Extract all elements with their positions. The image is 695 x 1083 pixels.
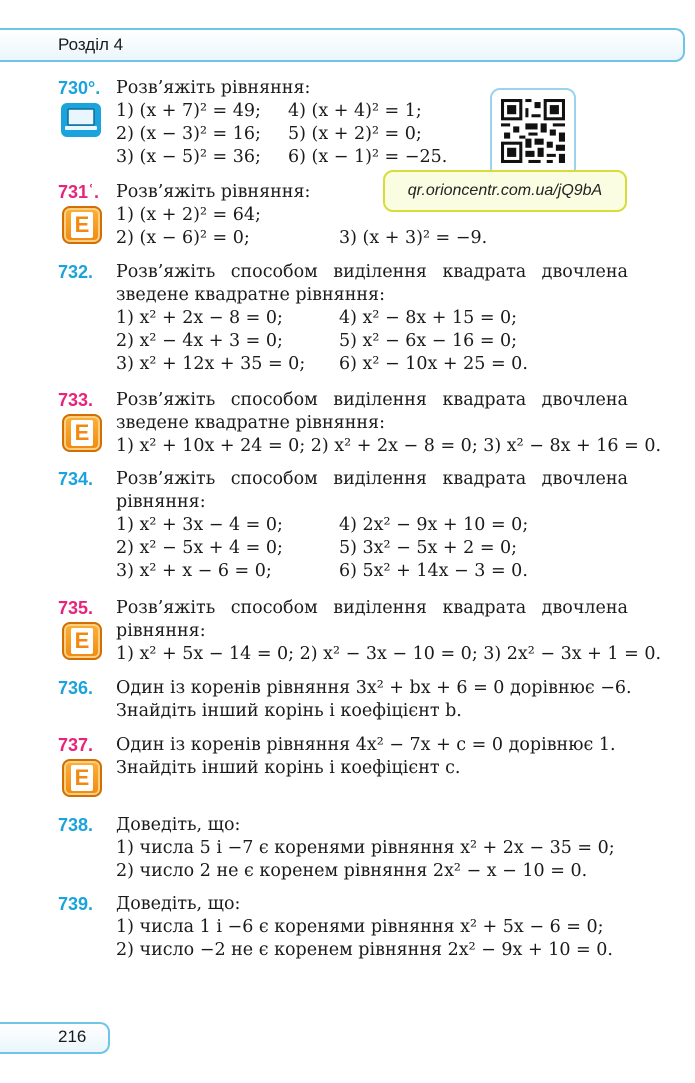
qr-link[interactable]: qr.orioncentr.com.ua/jQ9bA [383, 170, 627, 212]
problem-number-734: 734. [58, 469, 94, 489]
problem-732-row-3 [116, 352, 528, 376]
problem-733-line-2: зведене квадратне рівняння: [116, 413, 385, 433]
equation: 3) (x + 3)² = −9. [339, 228, 488, 248]
problem-733-line-1 [116, 388, 628, 412]
problem-737-line-1: Один із коренів рівняння 4x² − 7x + c = 0 дорівнює 1. [116, 735, 616, 755]
equation: 1) (x + 7)² = 49; [116, 101, 261, 121]
problem-737-line-2: Знайдіть інший корінь і коефіцієнт c. [116, 758, 461, 778]
problem-731-row-2 [116, 226, 487, 250]
equation: 2) (x − 6)² = 0; [116, 228, 250, 248]
equation: 3) x² + 12x + 35 = 0; [116, 354, 306, 374]
word: квадрата [442, 390, 527, 410]
qr-code[interactable] [490, 88, 576, 178]
problem-734-line-1 [116, 467, 628, 491]
word: способом [230, 390, 318, 410]
equation: 5) (x + 2)² = 0; [288, 124, 422, 144]
problem-731-item-1: 1) (x + 2)² = 64; [116, 205, 261, 225]
e-icon: E [62, 759, 102, 797]
equation: 1) x² + 3x − 4 = 0; [116, 515, 283, 535]
computer-icon [60, 102, 102, 138]
chapter-title: Розділ 4 [58, 35, 124, 54]
word: квадрата [442, 598, 527, 618]
word: способом [230, 469, 318, 489]
problem-738-line-1: Доведіть, що: [116, 815, 241, 835]
word: квадрата [442, 262, 527, 282]
word: виділення [333, 390, 427, 410]
problem-732-row-2 [116, 329, 517, 353]
problem-732-row-1 [116, 306, 517, 330]
problem-730-row-1 [116, 99, 422, 123]
word: виділення [333, 469, 427, 489]
problem-738-line-3: 2) число 2 не є коренем рівняння 2x² − x − 10 = 0. [116, 861, 588, 881]
problem-736-line-2: Знайдіть інший корінь і коефіцієнт b. [116, 701, 462, 721]
problem-number-736: 736. [58, 678, 94, 698]
problem-734-line-2: рівняння: [116, 492, 206, 512]
word: способом [230, 262, 318, 282]
problem-730-row-2 [116, 122, 422, 146]
problem-732-line-2: зведене квадратне рівняння: [116, 285, 385, 305]
word: Розв’яжіть [116, 262, 216, 282]
word: квадрата [442, 469, 527, 489]
problem-732-line-1 [116, 260, 628, 284]
equation: 4) 2x² − 9x + 10 = 0; [339, 515, 529, 535]
equation: 1) x² + 2x − 8 = 0; [116, 308, 283, 328]
equation: 2) x² − 5x + 4 = 0; [116, 538, 283, 558]
equation: 3) (x − 5)² = 36; [116, 147, 261, 167]
problem-733-line-3: 1) x² + 10x + 24 = 0; 2) x² + 2x − 8 = 0; 3) x² − 8x + 16 = 0. [116, 436, 662, 456]
equation: 4) x² − 8x + 15 = 0; [339, 308, 518, 328]
word: виділення [333, 598, 427, 618]
word: двочлена [541, 598, 628, 618]
e-icon: E [62, 622, 102, 660]
word: Розв’яжіть [116, 390, 216, 410]
problem-number-733: 733. [58, 390, 94, 410]
word: способом [230, 598, 318, 618]
equation: 6) x² − 10x + 25 = 0. [339, 354, 528, 374]
problem-number-732: 732. [58, 262, 94, 282]
problem-736-line-1: Один із коренів рівняння 3x² + bx + 6 = 0 дорівнює −6. [116, 678, 632, 698]
problem-734-row-2 [116, 536, 517, 560]
word: двочлена [541, 469, 628, 489]
problem-number-735: 735. [58, 598, 94, 618]
equation: 2) (x − 3)² = 16; [116, 124, 261, 144]
word: Розв’яжіть [116, 598, 216, 618]
problem-number-738: 738. [58, 815, 94, 835]
equation: 3) x² + x − 6 = 0; [116, 561, 272, 581]
problem-739-line-1: Доведіть, що: [116, 894, 241, 914]
equation: 4) (x + 4)² = 1; [288, 101, 422, 121]
problem-739-line-2: 1) числа 1 і −6 є коренями рівняння x² + 5x − 6 = 0; [116, 917, 604, 937]
e-icon: E [62, 206, 102, 244]
problem-number-730: 730°. [58, 78, 101, 98]
word: виділення [333, 262, 427, 282]
problem-735-line-1 [116, 596, 628, 620]
page-number-tab [0, 1022, 110, 1054]
e-icon: E [62, 414, 102, 452]
equation: 5) 3x² − 5x + 2 = 0; [339, 538, 518, 558]
equation: 5) x² − 6x − 16 = 0; [339, 331, 518, 351]
word: двочлена [541, 390, 628, 410]
problem-735-line-2: рівняння: [116, 621, 206, 641]
problem-730-statement: Розв’яжіть рівняння: [116, 78, 311, 98]
qr-code-icon [501, 99, 565, 163]
problem-730-row-3 [116, 145, 447, 169]
equation: 6) 5x² + 14x − 3 = 0. [339, 561, 528, 581]
word: двочлена [541, 262, 628, 282]
problem-734-row-1 [116, 513, 528, 537]
equation: 2) x² − 4x + 3 = 0; [116, 331, 283, 351]
problem-number-737: 737. [58, 735, 94, 755]
word: Розв’яжіть [116, 469, 216, 489]
equation: 6) (x − 1)² = −25. [288, 147, 448, 167]
problem-738-line-2: 1) числа 5 і −7 є коренями рівняння x² + 2x − 35 = 0; [116, 838, 615, 858]
problem-number-739: 739. [58, 894, 94, 914]
page-number: 216 [58, 1027, 87, 1046]
problem-number-731: 731ʿ. [58, 182, 100, 202]
problem-731-statement: Розв’яжіть рівняння: [116, 182, 311, 202]
problem-739-line-3: 2) число −2 не є коренем рівняння 2x² − 9x + 10 = 0. [116, 940, 613, 960]
problem-734-row-3 [116, 559, 528, 583]
problem-735-line-3: 1) x² + 5x − 14 = 0; 2) x² − 3x − 10 = 0; 3) 2x² − 3x + 1 = 0. [116, 644, 662, 664]
chapter-header [0, 28, 685, 62]
